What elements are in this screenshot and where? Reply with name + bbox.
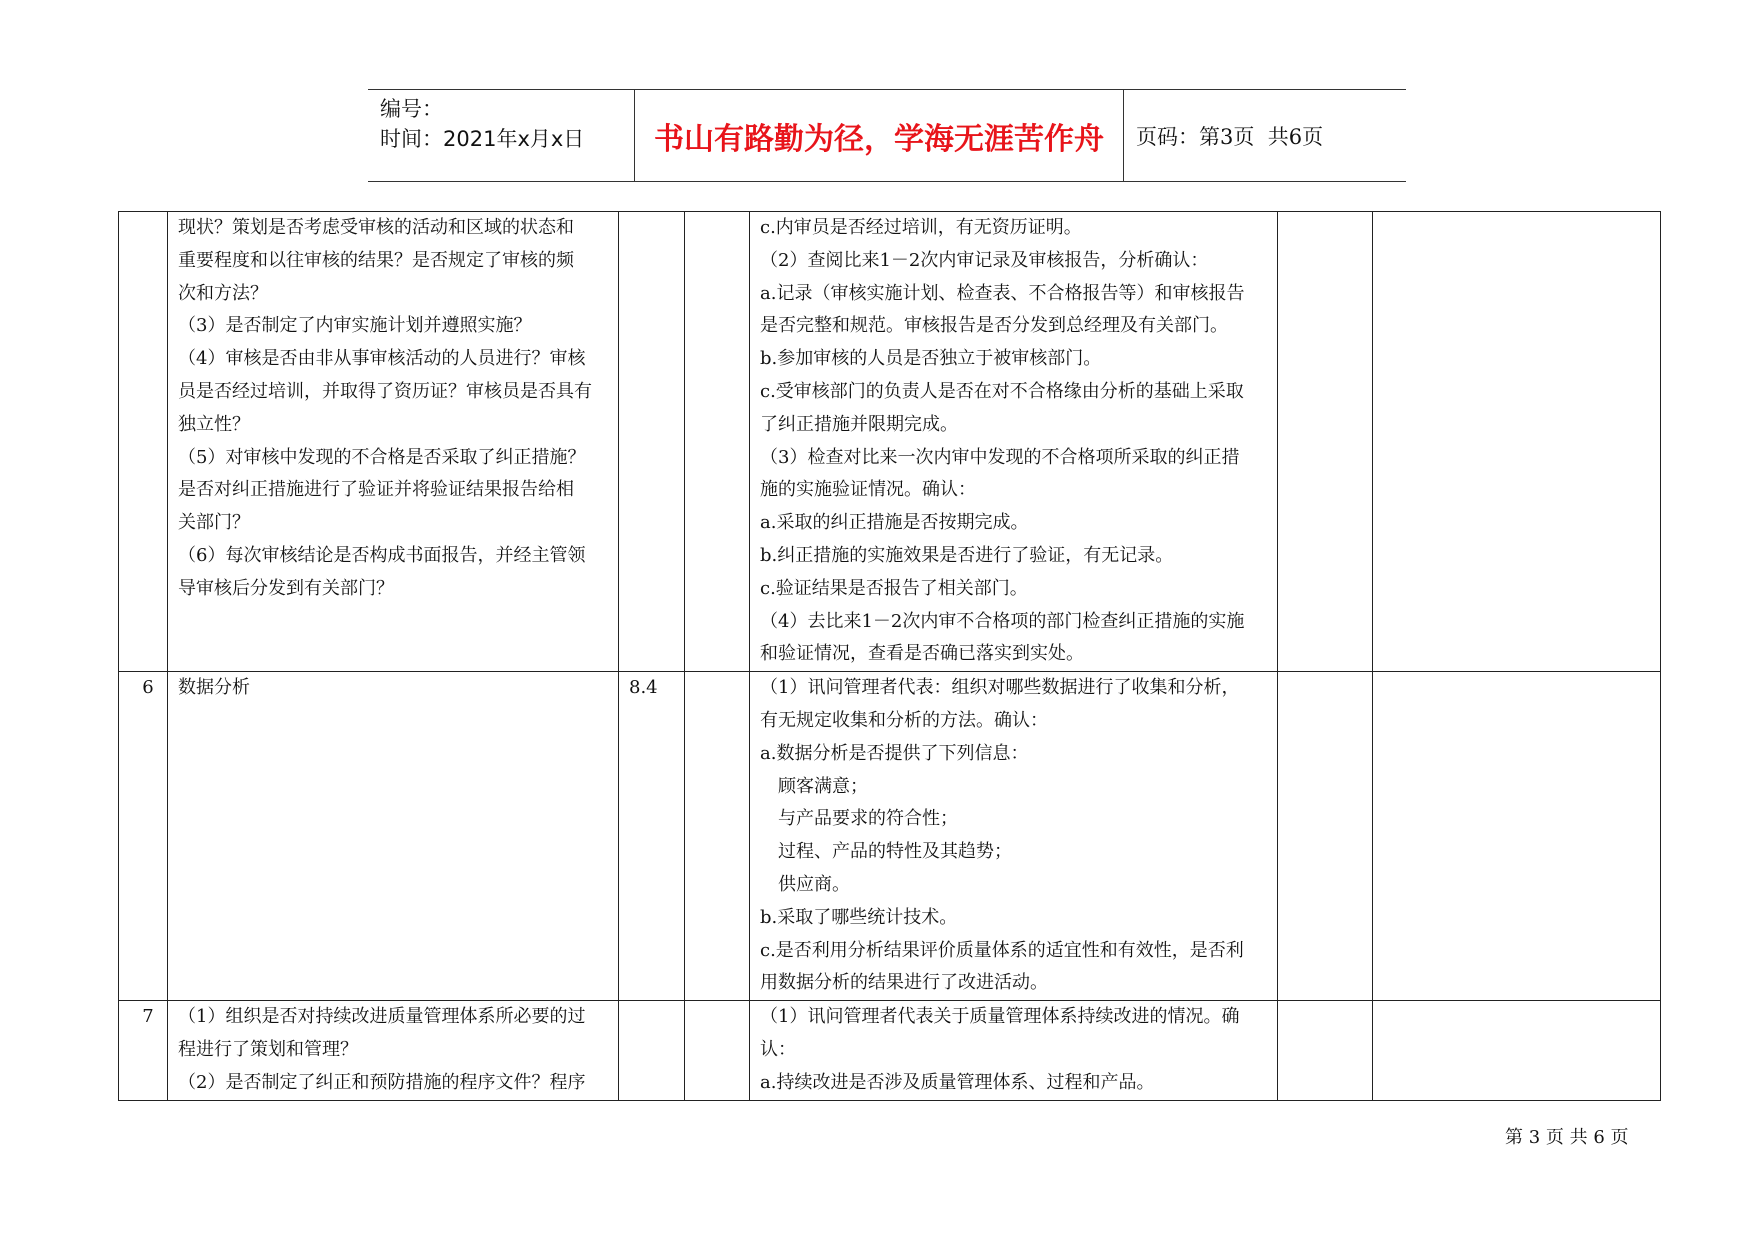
empty-cell (685, 212, 750, 672)
header-time-label: 时间：2021年x月x日 (380, 127, 585, 151)
header-page-box (1124, 90, 1406, 181)
clause-cell: 8.4 (619, 672, 685, 1001)
requirement-cell: 数据分析 (168, 672, 619, 1001)
empty-cell (1278, 672, 1373, 1001)
row-number: 7 (119, 1001, 168, 1100)
method-cell: c.内审员是否经过培训，有无资历证明。 （2）查阅比来1－2次内审记录及审核报告，分析确认： a.记录（审核实施计划、检查表、不合格报告等）和审核报告 是否完整和规范。审核报告是否分发到总经理及有关部门。 b.参加审核的人员是否独立于被审核部门。 c.受审核部门的负责人是否在对不合格缘由分析的基础上采取 了纠正措施并限期完成。 （3）检查对比来一次内审中发现的不合格项所采取的纠正措 施的实施验证情况。确认： a.采取的纠正措施是否按期完成。 b.纠正措施的实施效果是否进行了验证，有无记录。 c.验证结果是否报告了相关部门。 （4）去比来1－2次内审不合格项的部门检查纠正措施的实施 和验证情况，查看是否确已落实到实处。 (750, 212, 1278, 672)
header-page-label: 页码：第3页 共6页 (1136, 124, 1324, 149)
clause-cell (619, 212, 685, 672)
empty-cell (1373, 212, 1661, 672)
audit-checklist-table (118, 211, 1661, 1101)
header-motto: 书山有路勤为径，学海无涯苦作舟 (634, 90, 1124, 181)
empty-cell (685, 1001, 750, 1100)
table-row (119, 212, 1661, 672)
table-row (119, 1001, 1661, 1100)
header-number-label: 编号： (380, 97, 443, 121)
page-footer: 第 3 页 共 6 页 (1505, 1127, 1629, 1148)
clause-cell (619, 1001, 685, 1100)
method-cell: （1）讯问管理者代表：组织对哪些数据进行了收集和分析， 有无规定收集和分析的方法。确认： a.数据分析是否提供了下列信息： 顾客满意； 与产品要求的符合性； 过程、产品的特性及其趋势； 供应商。 b.采取了哪些统计技术。 c.是否利用分析结果评价质量体系的适宜性和有效性，是否利 用数据分析的结果进行了改进活动。 (750, 672, 1278, 1001)
header-meta (368, 90, 634, 181)
page-header (368, 89, 1406, 182)
empty-cell (1373, 672, 1661, 1001)
requirement-cell: 现状？策划是否考虑受审核的活动和区域的状态和 重要程度和以往审核的结果？是否规定了审核的频 次和方法？ （3）是否制定了内审实施计划并遵照实施？ （4）审核是否由非从事审核活动的人员进行？审核 员是否经过培训，并取得了资历证？审核员是否具有 独立性？ （5）对审核中发现的不合格是否采取了纠正措施？ 是否对纠正措施进行了验证并将验证结果报告给相 关部门？ （6）每次审核结论是否构成书面报告，并经主管领 导审核后分发到有关部门？ (168, 212, 619, 672)
row-number (119, 212, 168, 672)
empty-cell (1373, 1001, 1661, 1100)
method-cell: （1）讯问管理者代表关于质量管理体系持续改进的情况。确 认： a.持续改进是否涉及质量管理体系、过程和产品。 (750, 1001, 1278, 1100)
empty-cell (1278, 212, 1373, 672)
table-row (119, 672, 1661, 1001)
empty-cell (685, 672, 750, 1001)
empty-cell (1278, 1001, 1373, 1100)
requirement-cell: （1）组织是否对持续改进质量管理体系所必要的过 程进行了策划和管理？ （2）是否制定了纠正和预防措施的程序文件？程序 (168, 1001, 619, 1100)
row-number: 6 (119, 672, 168, 1001)
